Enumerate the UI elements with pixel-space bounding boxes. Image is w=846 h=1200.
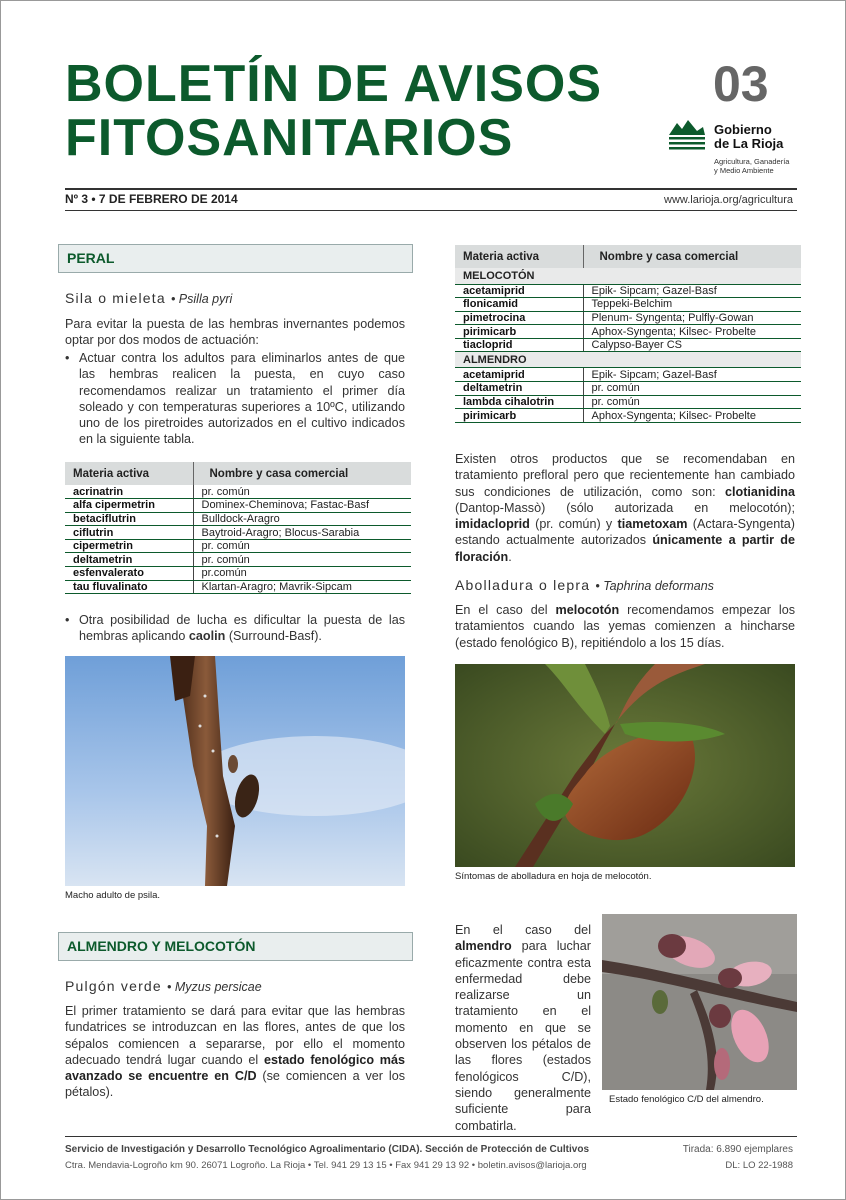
- other-products-text: Existen otros productos que se recomendaban en tratamiento prefloral pero que recientemente han cambiado sus condiciones de utilización, como son: clotianidina (Dantop-Massò) (sólo autorizada en melocotón); imidacloprid (pr. común) y tiametoxam (Actara-Syngenta) estando actualmente autorizados únicamente a partir de floración.: [455, 452, 795, 564]
- active-substance: pirimicarb: [455, 409, 583, 423]
- active-substance: pimetrocina: [455, 311, 583, 325]
- psila-photo: [65, 656, 405, 886]
- commercial-name: Bulldock-Aragro: [193, 512, 411, 526]
- pest-heading-psila: Sila o mieleta • Psilla pyri: [65, 290, 233, 306]
- active-substance: cipermetrin: [65, 539, 193, 553]
- section-peral: PERAL: [58, 244, 413, 273]
- footer-dl: DL: LO 22-1988: [725, 1160, 793, 1171]
- right-table-body: [455, 268, 801, 422]
- table-row: [455, 284, 801, 298]
- commercial-name: Klartan-Aragro; Mavrik-Sipcam: [193, 580, 411, 594]
- active-substance: lambda cihalotrin: [455, 395, 583, 409]
- psila-photo-caption: Macho adulto de psila.: [65, 890, 161, 901]
- footer-service: Servicio de Investigación y Desarrollo Tecnológico Agroalimentario (CIDA). Sección de Protección de Cultivos: [65, 1144, 590, 1155]
- table-row: [455, 325, 801, 339]
- active-substance: acrinatrin: [65, 485, 193, 499]
- crop-group-label: ALMENDRO: [455, 352, 801, 368]
- group-almendro: [455, 352, 801, 368]
- commercial-name: Teppeki-Belchim: [583, 298, 801, 312]
- pest-heading-pulgon: Pulgón verde • Myzus persicae: [65, 978, 262, 994]
- peral-intro: Para evitar la puesta de las hembras invernantes podemos optar por dos modos de actuación:: [65, 317, 405, 348]
- peral-bullet-2: • Otra posibilidad de lucha es dificultar la puesta de las hembras aplicando caolin (Surround-Basf).: [65, 612, 405, 645]
- peral-bullet-1: • Actuar contra los adultos para eliminarlos antes de que las hembras realicen la puesta, en cuyo caso recomendamos realizar un tratamiento el primer día soleado y con temperaturas superiores a 10ºC, utilizando uno de los piretroides autorizados en el cultivo indicados en la siguiente tabla.: [65, 350, 405, 448]
- almond-bud-image: [602, 914, 797, 1090]
- active-substance: betaciflutrin: [65, 512, 193, 526]
- table-row: [65, 512, 411, 526]
- table-row: [65, 499, 411, 513]
- pest-heading-abolladura: Abolladura o lepra • Taphrina deformans: [455, 577, 714, 593]
- commercial-name: pr. común: [193, 485, 411, 499]
- table-row: [455, 409, 801, 423]
- commercial-name: Dominex-Cheminova; Fastac-Basf: [193, 499, 411, 513]
- section-almendro-melocoton: ALMENDRO Y MELOCOTÓN: [58, 932, 413, 961]
- active-substance: tiacloprid: [455, 338, 583, 352]
- table-row: [65, 580, 411, 594]
- abolladura-photo: [455, 664, 795, 867]
- title-line-1: BOLETÍN DE AVISOS: [65, 55, 603, 113]
- active-substance: acetamiprid: [455, 284, 583, 298]
- footer-tirada: Tirada: 6.890 ejemplares: [682, 1144, 793, 1155]
- almendro-abolladura-text: En el caso del almendro para luchar eficazmente contra esta enfermedad debe realizarse un tratamiento en el momento en que se observen los pétalos de las flores (estados fenológicos C/D), siendo generalmente suficiente para combatirla.: [455, 923, 591, 1133]
- title-line-2: FITOSANITARIOS: [65, 109, 514, 167]
- table-row: [455, 338, 801, 352]
- table-row: [455, 382, 801, 396]
- footer-rule: [65, 1136, 797, 1137]
- table-row: [65, 539, 411, 553]
- issue-number: 03: [713, 56, 769, 112]
- logo-name: Gobierno de La Rioja: [714, 122, 784, 151]
- abolladura-photo-caption: Síntomas de abolladura en hoja de melocotón.: [455, 871, 652, 882]
- active-substance: flonicamid: [455, 298, 583, 312]
- almendro-photo-caption: Estado fenológico C/D del almendro.: [609, 1094, 764, 1105]
- peach-leaf-curl-image: [455, 664, 795, 867]
- psila-branch-image: [65, 656, 405, 886]
- peral-table: [65, 462, 411, 594]
- right-table-header: Materia activa Nombre y casa comercial: [455, 245, 801, 268]
- footer-contact: Ctra. Mendavia-Logroño km 90. 26071 Logroño. La Rioja • Tel. 941 29 13 15 • Fax 941 29 13 92 • boletin.avisos@larioja.org: [65, 1160, 587, 1171]
- peral-table-header: Materia activa Nombre y casa comercial: [65, 462, 411, 485]
- table-row: [455, 298, 801, 312]
- active-substance: pirimicarb: [455, 325, 583, 339]
- table-row: [65, 567, 411, 581]
- website-link[interactable]: www.larioja.org/agricultura: [664, 194, 793, 206]
- commercial-name: pr. común: [193, 553, 411, 567]
- table-row: [65, 526, 411, 540]
- active-substance: alfa cipermetrin: [65, 499, 193, 513]
- issue-date-line: Nº 3 • 7 DE FEBRERO DE 2014: [65, 192, 238, 206]
- almendro-melocoton-table: [455, 245, 801, 423]
- commercial-name: Epik- Sipcam; Gazel-Basf: [583, 368, 801, 382]
- header-rule-bottom: [65, 210, 797, 211]
- commercial-name: pr.común: [193, 567, 411, 581]
- bulletin-title: [65, 57, 602, 165]
- almendro-bud-photo: [602, 914, 797, 1090]
- group-melocoton: [455, 268, 801, 284]
- logo-department: Agricultura, Ganadería y Medio Ambiente: [714, 157, 790, 175]
- commercial-name: pr. común: [193, 539, 411, 553]
- commercial-name: pr. común: [583, 382, 801, 396]
- crop-group-label: MELOCOTÓN: [455, 268, 801, 284]
- active-substance: esfenvalerato: [65, 567, 193, 581]
- table-row: [455, 368, 801, 382]
- active-substance: acetamiprid: [455, 368, 583, 382]
- active-substance: tau fluvalinato: [65, 580, 193, 594]
- commercial-name: Epik- Sipcam; Gazel-Basf: [583, 284, 801, 298]
- commercial-name: Baytroid-Aragro; Blocus-Sarabia: [193, 526, 411, 540]
- commercial-name: Aphox-Syngenta; Kilsec- Probelte: [583, 325, 801, 339]
- commercial-name: Plenum- Syngenta; Pulfly-Gowan: [583, 311, 801, 325]
- gobierno-la-rioja-logo: [667, 115, 797, 181]
- table-row: [455, 311, 801, 325]
- table-row: [455, 395, 801, 409]
- abolladura-text: En el caso del melocotón recomendamos empezar los tratamientos cuando las yemas comienzen a hincharse (estado fenológico B), repitiéndolo a los 15 días.: [455, 603, 795, 650]
- table-row: [65, 553, 411, 567]
- commercial-name: Calypso-Bayer CS: [583, 338, 801, 352]
- active-substance: ciflutrin: [65, 526, 193, 540]
- commercial-name: Aphox-Syngenta; Kilsec- Probelte: [583, 409, 801, 423]
- mountain-logo-icon: [667, 117, 707, 157]
- peral-table-body: [65, 485, 411, 594]
- commercial-name: pr. común: [583, 395, 801, 409]
- header-rule-top: [65, 188, 797, 190]
- table-row: [65, 485, 411, 499]
- active-substance: deltametrin: [455, 382, 583, 396]
- pulgon-text: El primer tratamiento se dará para evitar que las hembras fundatrices se introduzcan en las flores, antes de que los sépalos comiencen a separarse, por ello el momento adecuado tendrá lugar cuando el estado fenológico más avanzado se encuentre en C/D (se comiencen a ver los pétalos).: [65, 1004, 405, 1100]
- active-substance: deltametrin: [65, 553, 193, 567]
